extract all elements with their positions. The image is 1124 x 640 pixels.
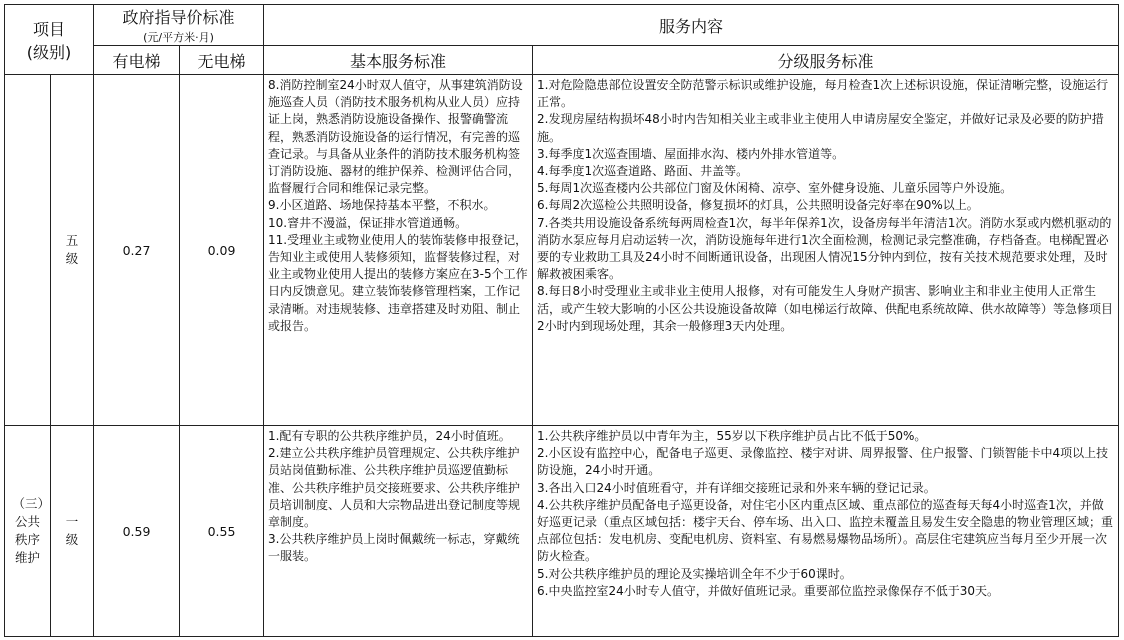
graded-standard-cell xyxy=(533,75,1119,426)
category-cell xyxy=(5,75,51,426)
basic-item: 8.消防控制室24小时双人值守，从事建筑消防设施巡查人员（消防技术服务机构从业人员）应持证上岗，熟悉消防设施设备操作、报警确警流程，熟悉消防设施设备的运行情况，有完善的巡查记录。与具备从业条件的消防技术服务机构签订消防设施、器材的维护保养、检测评估合同，监督履行合同和维保记录完整。 xyxy=(268,78,523,196)
header-item-sub: (级别) xyxy=(26,42,72,62)
level-cell xyxy=(51,75,94,426)
graded-item: 6.每周2次巡检公共照明设备，修复损坏的灯具，公共照明设备完好率在90%以上。 xyxy=(537,198,979,213)
graded-item: 8.每日8小时受理业主或非业主使用人报修，对有可能发生人身财产损害、影响业主和非业主使用人正常生活，或产生较大影响的小区公共设施设备故障（如电梯运行故障、供配电系统故障、供水故障等）等急修项目2小时内到现场处理，其余一般修理3天内处理。 xyxy=(537,284,1114,333)
graded-item: 5.对公共秩序维护员的理论及实操培训全年不少于60课时。 xyxy=(537,566,852,581)
graded-item: 3.各出入口24小时值班看守，并有详细交接班记录和外来车辆的登记记录。 xyxy=(537,480,936,495)
basic-item: 11.受理业主或物业使用人的装饰装修申报登记，告知业主或使用人装修须知，监督装修过程，对业主或物业使用人提出的装修方案应在3-5个工作日内反馈意见。建立装饰装修管理档案，工作记录清晰。对违规装修、违章搭建及时劝阻、制止或报告。 xyxy=(268,232,528,333)
header-item-label: 项目 xyxy=(32,19,65,39)
graded-item: 1.对危险隐患部位设置安全防范警示标识或维护设施，每月检查1次上述标识设施，保证清晰完整，设施运行正常。 xyxy=(537,78,1109,110)
header-item xyxy=(5,5,94,75)
graded-standard-cell xyxy=(533,426,1119,637)
header-without-elevator: 无电梯 xyxy=(180,46,264,75)
table-row xyxy=(5,75,1119,426)
basic-item: 9.小区道路、场地保持基本平整，不积水。 xyxy=(268,198,496,213)
basic-item: 1.配有专职的公共秩序维护员，24小时值班。 xyxy=(268,429,511,443)
basic-item: 2.建立公共秩序维护员管理规定、公共秩序维护员站岗值勤标准、公共秩序维护员巡逻值勤标准、公共秩序维护员交接班要求、公共秩序维护员培训制度、人员和大宗物品进出登记制度等规章制度。 xyxy=(268,446,521,530)
price-with-elevator: 0.59 xyxy=(94,426,180,637)
service-standard-table xyxy=(4,4,1119,637)
header-graded-standard: 分级服务标准 xyxy=(533,46,1119,75)
basic-item: 3.公共秩序维护员上岗时佩戴统一标志，穿戴统一服装。 xyxy=(268,532,520,564)
graded-item: 6.中央监控室24小时专人值守，并做好值班记录。重要部位监控录像保存不低于30天。 xyxy=(537,583,1000,598)
basic-standard-cell xyxy=(264,75,533,426)
price-without-elevator: 0.09 xyxy=(180,75,264,426)
level-label: 一级 xyxy=(65,514,79,547)
header-basic-standard: 基本服务标准 xyxy=(264,46,533,75)
price-without-elevator: 0.55 xyxy=(180,426,264,637)
table-row xyxy=(5,426,1119,637)
graded-item: 3.每季度1次巡查围墙、屋面排水沟、楼内外排水管道等。 xyxy=(537,146,845,161)
level-label: 五级 xyxy=(65,233,79,266)
price-with-elevator: 0.27 xyxy=(94,75,180,426)
category-cell xyxy=(5,426,51,637)
header-service-content: 服务内容 xyxy=(264,5,1119,46)
graded-item: 7.各类共用设施设备系统每两周检查1次，每半年保养1次，设备房每半年清洁1次。消防水泵或内燃机驱动的消防水泵应每月启动运转一次，消防设施每年进行1次全面检测，检测记录完整准确，存档备查。电梯配置必要的专业救助工具及24小时不间断通讯设备，出现困人情况15分钟内到位，按有关技术规范要求处理，及时解救被困乘客。 xyxy=(537,215,1112,282)
graded-item: 1.公共秩序维护员以中青年为主，55岁以下秩序维护员占比不低于50%。 xyxy=(537,429,927,443)
graded-item: 4.公共秩序维护员配备电子巡更设备，对住宅小区内重点区域、重点部位的巡查每天每4小时巡查1次，并做好巡更记录（重点区域包括：楼宇天台、停车场、出入口、监控未覆盖且易发生安全隐患的物业管理区域；重点部位包括：发电机房、变配电机房、资料室、有易燃易爆物品场所）。高层住宅建筑应当每月至少开展一次防火检查。 xyxy=(537,497,1114,564)
basic-standard-cell xyxy=(264,426,533,637)
graded-item: 5.每周1次巡查楼内公共部位门窗及休闲椅、凉亭、室外健身设施、儿童乐园等户外设施。 xyxy=(537,181,1013,196)
header-price-unit: (元/平方米·月) xyxy=(143,31,214,44)
basic-item: 10.窨井不漫溢，保证排水管道通畅。 xyxy=(268,215,468,230)
graded-item: 2.发现房屋结构损坏48小时内告知相关业主或非业主使用人申请房屋安全鉴定，并做好记录及必要的防护措施。 xyxy=(537,112,1104,144)
category-label: （三）公共秩序维护 xyxy=(12,496,51,565)
level-cell xyxy=(51,426,94,637)
graded-item: 2.小区设有监控中心，配备电子巡更、录像监控、楼宇对讲、周界报警、住户报警、门锁智能卡中4项以上技防设施，24小时开通。 xyxy=(537,446,1109,478)
header-price xyxy=(94,5,264,46)
graded-item: 4.每季度1次巡查道路、路面、井盖等。 xyxy=(537,164,749,179)
header-price-title: 政府指导价标准 xyxy=(122,8,235,27)
header-with-elevator: 有电梯 xyxy=(94,46,180,75)
